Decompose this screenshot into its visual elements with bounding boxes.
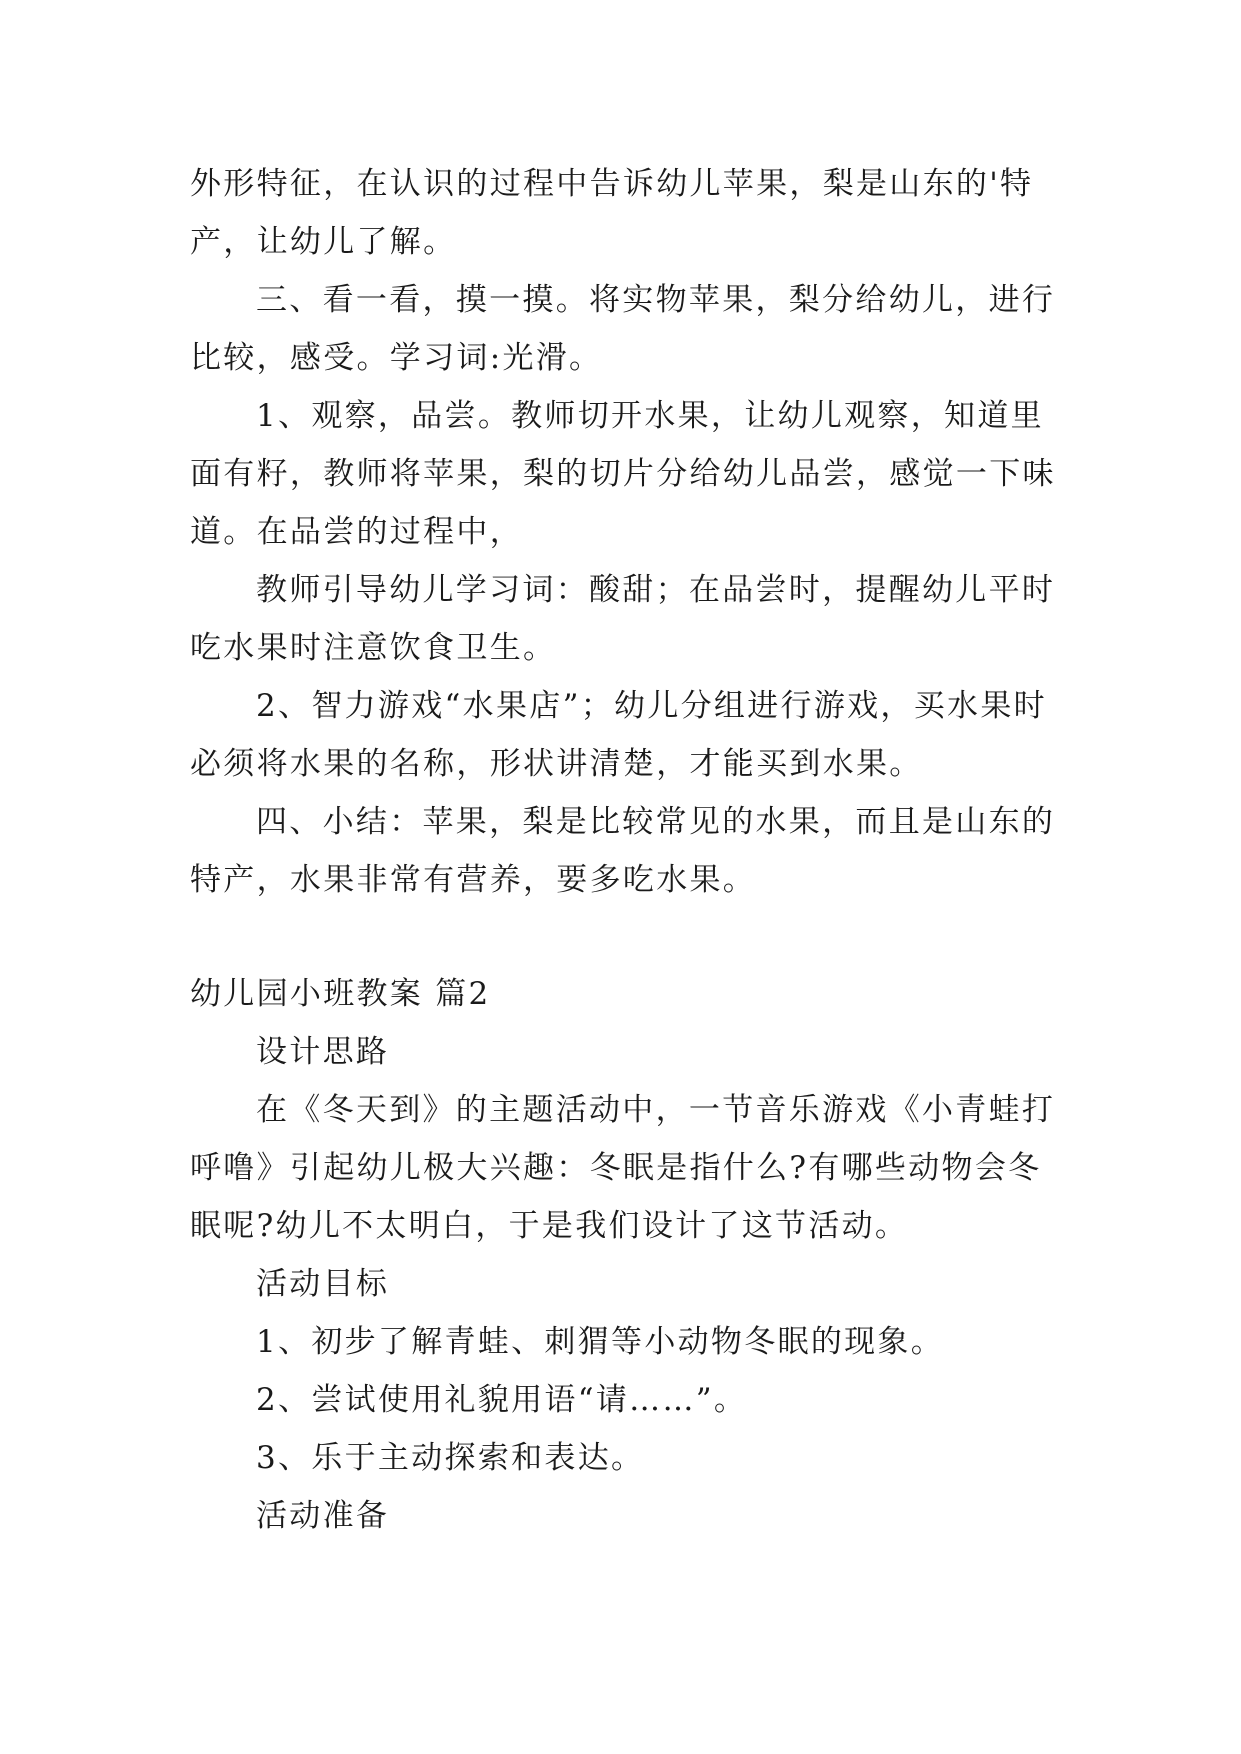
list-item: 1、初步了解青蛙、刺猬等小动物冬眠的现象。: [256, 1324, 945, 1360]
body-line: 1、观察，品尝。教师切开水果，让幼儿观察，知道里: [256, 398, 1044, 434]
body-line: 2、智力游戏“水果店”；幼儿分组进行游戏，买水果时: [256, 688, 1047, 724]
body-line: 特产，水果非常有营养，要多吃水果。: [190, 862, 757, 898]
section-heading: 幼儿园小班教案 篇2: [190, 976, 491, 1012]
body-line: 三、看一看，摸一摸。将实物苹果，梨分给幼儿，进行: [256, 282, 1056, 318]
body-line: 面有籽，教师将苹果，梨的切片分给幼儿品尝，感觉一下味: [190, 456, 1056, 492]
body-line: 教师引导幼儿学习词：酸甜；在品尝时，提醒幼儿平时: [256, 572, 1056, 608]
body-line: 外形特征，在认识的过程中告诉幼儿苹果，梨是山东的'特: [190, 166, 1034, 202]
body-line: 道。在品尝的过程中，: [190, 514, 523, 550]
subheading: 活动目标: [256, 1266, 390, 1302]
body-line: 眠呢?幼儿不太明白，于是我们设计了这节活动。: [190, 1208, 909, 1244]
document-page: [190, 155, 1056, 1545]
list-item: 3、乐于主动探索和表达。: [256, 1440, 645, 1476]
body-line: 比较，感受。学习词:光滑。: [190, 340, 603, 376]
body-line: 在《冬天到》的主题活动中，一节音乐游戏《小青蛙打: [256, 1092, 1056, 1128]
subheading: 活动准备: [256, 1498, 390, 1534]
body-line: 呼噜》引起幼儿极大兴趣：冬眠是指什么?有哪些动物会冬: [190, 1150, 1042, 1186]
list-item: 2、尝试使用礼貌用语“请……”。: [256, 1382, 748, 1418]
body-line: 四、小结：苹果，梨是比较常见的水果，而且是山东的: [256, 804, 1056, 840]
section-gap: [190, 909, 1050, 965]
body-line: 产，让幼儿了解。: [190, 224, 457, 260]
body-line: 吃水果时注意饮食卫生。: [190, 630, 557, 666]
body-line: 必须将水果的名称，形状讲清楚，才能买到水果。: [190, 746, 923, 782]
subheading: 设计思路: [256, 1034, 390, 1070]
